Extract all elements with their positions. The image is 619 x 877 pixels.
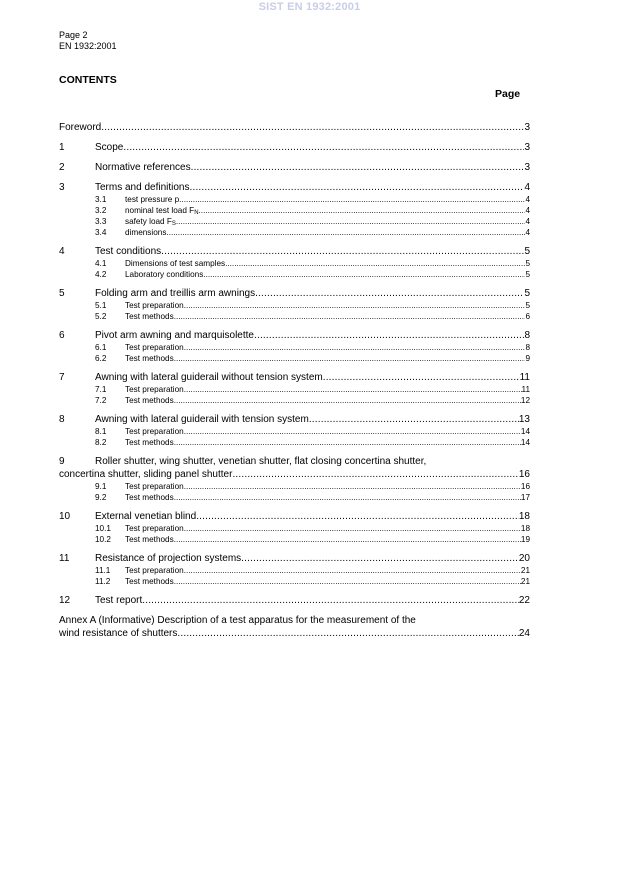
toc-entry-4[interactable]: [59, 245, 530, 280]
leader-dots: [179, 194, 525, 205]
toc-number: 8.2: [95, 438, 107, 447]
toc-number: 10.1: [95, 524, 111, 533]
leader-dots: [174, 311, 526, 322]
toc-number: 5.1: [95, 301, 107, 310]
toc-entry-3[interactable]: [59, 181, 530, 238]
leader-dots: [199, 205, 526, 216]
leader-dots: [254, 329, 524, 342]
toc-title: Resistance of projection systems: [95, 553, 242, 564]
leader-dots: [255, 287, 524, 300]
toc-page: 13: [518, 414, 530, 425]
toc-title: Test preparation: [125, 566, 184, 575]
toc-title: Test methods: [125, 312, 174, 321]
leader-dots: [166, 227, 525, 238]
leader-dots: [241, 552, 519, 565]
leader-dots: [176, 216, 526, 227]
toc-title: Scope: [95, 142, 124, 153]
toc-number: 5: [59, 288, 65, 299]
toc-number: 7.2: [95, 396, 107, 405]
toc-page: 9: [525, 354, 530, 363]
toc-entry-8[interactable]: [59, 413, 530, 448]
standard-label: EN 1932:2001: [59, 41, 117, 51]
toc-title: Test methods: [125, 438, 174, 447]
toc-title: test pressure p: [125, 195, 180, 204]
toc-subentry-3-4[interactable]: [59, 227, 530, 238]
leader-dots: [174, 576, 521, 587]
leader-dots: [203, 269, 525, 280]
leader-dots: [142, 594, 519, 607]
toc-page: 11: [521, 385, 530, 394]
toc-title-line1: Roller shutter, wing shutter, venetian shutter, flat closing concertina shutter,: [95, 456, 427, 467]
leader-dots: [101, 121, 524, 134]
toc-title: Awning with lateral guiderail with tension system: [95, 414, 309, 425]
toc-title: Test preparation: [125, 301, 184, 310]
toc-page: 6: [525, 312, 530, 321]
toc-page: 24: [518, 628, 530, 639]
toc-page: 4: [525, 195, 530, 204]
toc-page: 5: [525, 270, 530, 279]
leader-dots: [184, 481, 521, 492]
toc-number: 7.1: [95, 385, 107, 394]
toc-title: Terms and definitions: [95, 182, 190, 193]
toc-number: 4: [59, 246, 65, 257]
toc-page: 8: [524, 330, 530, 341]
toc-subentry-4-1[interactable]: [59, 258, 530, 269]
toc-subentry-6-1[interactable]: [59, 342, 530, 353]
toc-entry-7[interactable]: [59, 371, 530, 406]
toc-number: 6.1: [95, 343, 107, 352]
toc-entry-2[interactable]: [59, 161, 530, 174]
leader-dots: [184, 426, 521, 437]
leader-dots: [191, 161, 525, 174]
subscript-n: N: [194, 210, 199, 216]
toc-title: Folding arm and treillis arm awnings: [95, 288, 256, 299]
toc-title: Test preparation: [125, 343, 184, 352]
toc-number: 9.2: [95, 493, 107, 502]
toc-page: 12: [520, 396, 530, 405]
toc-title: Test preparation: [125, 427, 184, 436]
toc-page: 5: [524, 246, 530, 257]
toc-subentry-5-2[interactable]: [59, 311, 530, 322]
toc-entry-11[interactable]: [59, 552, 530, 587]
toc-entry-12[interactable]: [59, 594, 530, 607]
toc-subentry-3-2[interactable]: [59, 205, 530, 216]
toc-number: 7: [59, 372, 65, 383]
toc-entry-5[interactable]: [59, 287, 530, 322]
toc-page: 19: [520, 535, 530, 544]
toc-title: Foreword: [59, 122, 102, 133]
toc-entry-9[interactable]: [59, 455, 530, 503]
toc-page: 14: [520, 427, 530, 436]
toc-title: Test preparation: [125, 385, 184, 394]
toc-number: 2: [59, 162, 65, 173]
leader-dots: [174, 534, 521, 545]
page-number-label: Page 2: [59, 30, 88, 40]
toc-subentry-11-1[interactable]: [59, 565, 530, 576]
toc-entry-foreword[interactable]: [59, 121, 530, 134]
toc-title: Test conditions: [95, 246, 162, 257]
toc-title: Test methods: [125, 535, 174, 544]
toc-title: External venetian blind: [95, 511, 197, 522]
leader-dots: [190, 181, 525, 194]
toc-page: 4: [525, 206, 530, 215]
toc-number: 3: [59, 182, 65, 193]
toc-number: 9.1: [95, 482, 107, 491]
contents-title: CONTENTS: [59, 74, 117, 86]
toc-title: Normative references: [95, 162, 191, 173]
toc-title: Test preparation: [125, 482, 184, 491]
leader-dots: [184, 523, 521, 534]
toc-title: Test methods: [125, 354, 174, 363]
leader-dots: [174, 395, 521, 406]
toc-number: 9: [59, 456, 65, 467]
toc-page: 16: [520, 482, 530, 491]
leader-dots: [184, 300, 526, 311]
toc-title-line2: wind resistance of shutters: [59, 628, 178, 639]
toc-page: 16: [518, 469, 530, 480]
leader-dots: [174, 492, 521, 503]
toc-page: 11: [519, 372, 530, 383]
toc-number: 12: [59, 595, 71, 606]
toc-number: 5.2: [95, 312, 107, 321]
toc-page: 3: [524, 122, 530, 133]
toc-number: 3.4: [95, 228, 107, 237]
toc-title: Dimensions of test samples: [125, 259, 226, 268]
leader-dots: [123, 141, 524, 154]
toc-entry-6[interactable]: [59, 329, 530, 364]
toc-page: 21: [520, 577, 530, 586]
toc-page: 3: [524, 142, 530, 153]
toc-subentry-7-2[interactable]: [59, 395, 530, 406]
toc-number: 3.3: [95, 217, 107, 226]
toc-title: Test preparation: [125, 524, 184, 533]
toc-title-line2: concertina shutter, sliding panel shutter: [59, 469, 233, 480]
toc-number: 3.2: [95, 206, 107, 215]
toc-title: Awning with lateral guiderail without tension system: [95, 372, 323, 383]
toc-number: 10: [59, 511, 71, 522]
toc-page: 4: [525, 217, 530, 226]
toc-number: 4.1: [95, 259, 107, 268]
toc-title-line1: Annex A (Informative) Description of a test apparatus for the measurement of the: [59, 615, 416, 626]
toc-page: 3: [524, 162, 530, 173]
leader-dots: [225, 258, 525, 269]
toc-number: 11.2: [95, 577, 111, 586]
toc-subentry-7-1[interactable]: [59, 384, 530, 395]
toc-subentry-8-1[interactable]: [59, 426, 530, 437]
leader-dots: [196, 510, 519, 523]
table-of-contents: [59, 121, 530, 640]
toc-number: 1: [59, 142, 65, 153]
toc-subentry-4-2[interactable]: [59, 269, 530, 280]
toc-page: 18: [520, 524, 530, 533]
toc-title: Test report: [95, 595, 143, 606]
toc-page: 18: [518, 511, 530, 522]
toc-title: Pivot arm awning and marquisolette: [95, 330, 254, 341]
toc-number: 8.1: [95, 427, 107, 436]
toc-subentry-3-1[interactable]: [59, 194, 530, 205]
toc-page: 5: [525, 259, 530, 268]
toc-subentry-9-2[interactable]: [59, 492, 530, 503]
toc-page: 22: [518, 595, 530, 606]
toc-title: Laboratory conditions: [125, 270, 204, 279]
toc-title: safety load $F_S$: [125, 217, 176, 227]
toc-title: Test methods: [125, 396, 174, 405]
toc-page: 5: [524, 288, 530, 299]
toc-number: 8: [59, 414, 65, 425]
toc-number: 11.1: [95, 566, 111, 575]
leader-dots: [184, 384, 522, 395]
leader-dots: [232, 468, 518, 481]
watermark: SIST EN 1932:2001: [258, 1, 361, 13]
toc-number: 6.2: [95, 354, 107, 363]
toc-page: 21: [520, 566, 530, 575]
toc-number: 11: [59, 553, 70, 564]
leader-dots: [174, 353, 526, 364]
toc-number: 6: [59, 330, 65, 341]
leader-dots: [309, 413, 519, 426]
toc-entry-1[interactable]: [59, 141, 530, 154]
toc-subentry-3-3[interactable]: [59, 216, 530, 227]
toc-subentry-10-1[interactable]: [59, 523, 530, 534]
toc-title: Test methods: [125, 577, 174, 586]
toc-entry-annex-a[interactable]: [59, 614, 530, 640]
leader-dots: [177, 627, 518, 640]
subscript-s: S: [171, 221, 176, 227]
toc-subentry-10-2[interactable]: [59, 534, 530, 545]
toc-page: 20: [518, 553, 530, 564]
toc-number: 10.2: [95, 535, 111, 544]
leader-dots: [323, 371, 520, 384]
toc-subentry-9-1[interactable]: [59, 481, 530, 492]
toc-subentry-8-2[interactable]: [59, 437, 530, 448]
toc-number: 3.1: [95, 195, 107, 204]
toc-page: 8: [525, 343, 530, 352]
toc-title: Test methods: [125, 493, 174, 502]
toc-entry-10[interactable]: [59, 510, 530, 545]
toc-page: 17: [520, 493, 530, 502]
leader-dots: [174, 437, 521, 448]
leader-dots: [184, 565, 521, 576]
toc-title: nominal test load $F_N$: [125, 206, 199, 216]
toc-title: dimensions: [125, 228, 167, 237]
toc-subentry-6-2[interactable]: [59, 353, 530, 364]
toc-subentry-11-2[interactable]: [59, 576, 530, 587]
page-column-label: Page: [495, 88, 521, 100]
toc-page: 14: [520, 438, 530, 447]
leader-dots: [161, 245, 524, 258]
toc-number: 4.2: [95, 270, 107, 279]
leader-dots: [184, 342, 526, 353]
toc-page: 4: [525, 228, 530, 237]
toc-subentry-5-1[interactable]: [59, 300, 530, 311]
toc-page: 5: [525, 301, 530, 310]
toc-page: 4: [524, 182, 530, 193]
